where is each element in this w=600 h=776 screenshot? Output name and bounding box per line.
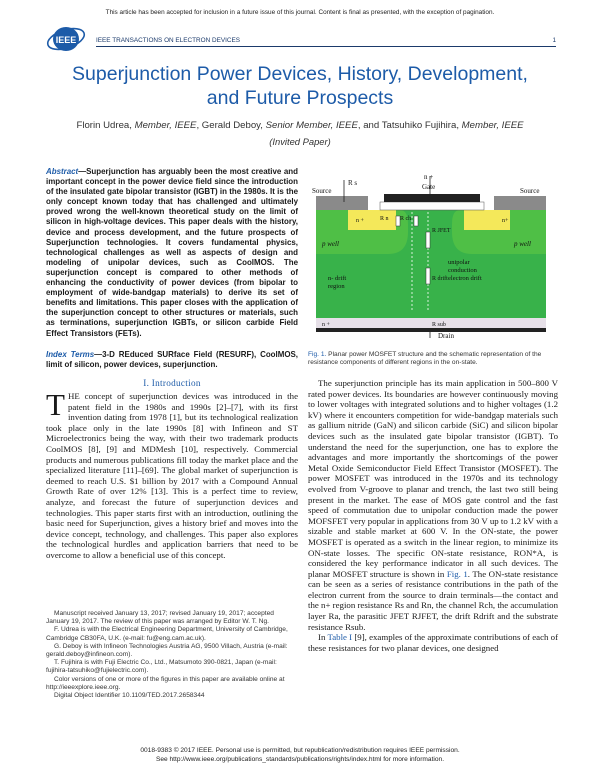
footnote: Color versions of one or more of the figures in this paper are available online at http://ieeexplore.ieee.org. [46,675,285,691]
copyright-notice [0,747,600,764]
paper-title: Superjunction Power Devices, History, Development, and Future Prospects [72,63,528,109]
author-list [30,120,570,131]
footnote: Manuscript received January 13, 2017; revised January 19, 2017; accepted January 19, 2017. The review of this paper was arranged by Editor W. T. Ng. [46,610,274,626]
label-unipolar: unipolar conduction electron drift [448,259,482,282]
drain-metal [316,328,546,332]
abstract-text: —Superjunction has arguably been the most creative and important concept in the power device field since the introduction of the insulated gate bipolar transistor (IGBT) in the 1980s. It is the only concept known today that has challenged and ultimately proved wrong the well-known theoretical study on the limit of silicon in high-voltage devices. This paper deals with the history, device and process development, and the future prospects of Superjunction technologies. It covers fundamental physics, technological challenges as well as aspects of design and modeling of unipolar devices, such as CoolMOS. The superjunction concept is compared to other methods of enhancing the conductivity of power devices (from bipolar to employment of wide-bandgap materials) to derive its set of benefits and limitations. This paper closes with the application of the superjunction concept to other structures or materials, such as terminations, superjunction IGBTs, or silicon carbide Field Effect Transistors (FETs). [46,167,298,338]
label-rsub: R sub [432,322,446,328]
author-2: , Gerald Deboy, [196,120,266,131]
footnote: Digital Object Identifier 10.1109/TED.2017.2658344 [54,692,205,700]
page-number: 1 [552,37,556,44]
mosfet-figure [308,172,554,338]
label-n-plus-top: n + [424,173,434,181]
copyright-line-1: 0018-9383 © 2017 IEEE. Personal use is permitted, but republication/redistribution requires IEEE permission. [140,747,460,754]
author-1: Florin Udrea, [76,120,135,131]
footnotes [46,610,298,700]
footnote: T. Fujihira is with Fuji Electric Co., Ltd., Matsumoto 390-0821, Japan (e-mail: fujihira-tatsuhiko@fujielectric.com). [46,659,277,675]
label-rdrift: R drift [432,276,448,282]
paragraph: The superjunction principle has its main application in 500–800 V rated power devices. Its boundaries are however continuously moving to lower voltages with integrated solutions and to higher voltages (1.2 kV) where it encounters competition for wide-bandgap materials such as gallium nitride (GaN) and silicon carbide (SiC) and silicon bipolar devices such as the insulated gate bipolar transistor (IGBT). To understand the need for the superjunction, one has to explore the advantages and more importantly the shortcomings of the power Metal Oxide Semiconductor Field Effect Transistor (MOSFET). The power MOSFET was introduced in the 1970s and its technology evolved from V-groove to planar and trench, the last two still being present in the market. The ease of MOS gate control and the fast speed of commutation due to unipolar conduction made the power MOFSFET very popular in applications from 30 V up to 1.2 kV with a sizable and stable market at 600 V. In the ON-state, the power MOSFET is operated as a switch in the linear region, to minimize its ON-state losses. The specific ON-state resistance, RON*A, is considered the key performance indicator in all such devices. The planar MOSFET structure is shown in Fig. 1. The ON-state resistance can be seen as a series of resistance contributions in the path of the electron current from the source to drain terminals—the contact and the n+ region resistance Rs and Rn, the channel Rch, the accumulation layer Ra, the parasitic JFET RJFET, the drift Rdrift and the substrate resistance Rsub. [308,378,558,632]
drop-cap: T [46,387,65,422]
header-divider [96,46,556,47]
svg-text:IEEE: IEEE [55,35,77,45]
label-n-plus-sub: n + [322,322,330,328]
author-2-role: Senior Member, IEEE [265,120,358,131]
right-column-text [308,378,558,653]
source-metal-left [316,196,368,210]
label-p-well-left: p well [322,240,339,248]
fig-1-link[interactable]: Fig. 1 [446,568,468,579]
footnote: F. Udrea is with the Electrical Engineering Department, University of Cambridge, Cambridge CB30FA, U.K. (e-mail: fu@eng.cam.ac.uk). [46,626,288,642]
ieee-logo-icon [44,26,88,52]
label-source-right: Source [520,187,540,195]
abstract [46,167,298,339]
label-rjfet: R JFET [432,228,451,234]
author-3-role: Member, IEEE [461,120,524,131]
copyright-line-2: See http://www.ieee.org/publications_standards/publications/rights/index.html for more information. [155,755,445,763]
footnote: G. Deboy is with Infineon Technologies Austria AG, 9500 Villach, Austria (e-mail: gerald.deboy@infineon.com). [46,642,288,659]
introduction-body: HE concept of superjunction devices was introduced in the patent field in the 1980s and 1990s [2]–[7], with its first invention dating from 1978 [1], but its technological realization took place only in the late 1990s [8] with Infineon and ST Microelectronics being the way, with their two trademark products CoolMOS [8], [9] and MDMesh [10], respectively. Commercial products and numerous publications fill today the market place and the specialized literature [11]–[69]. The global market of superjunction is deemed to reach U.S. $1 billion by 2017 with a Compound Annual Growth Rate of over 12% [13]. This is a perfect time to review, analyze, and forecast the future of superjunction devices and technologies. This paper starts first with an introduction, outlining the basic need for Superjunction, gives a history brief and moves into the device concept, technology, and challenges. This paper also explores the technological hurdles and application barriers that need to be overcome to allow a beneficial use of this concept. [46,391,298,560]
acceptance-note: This article has been accepted for inclusion in a future issue of this journal. Content is final as presented, with the exception of pagination. [105,9,495,16]
label-drain: Drain [438,332,454,338]
label-n-drift: n- drift region [328,275,347,290]
label-rch: R ch [400,216,412,222]
figure-caption-label: Fig. 1. [308,351,327,358]
table-1-link[interactable]: Table I [327,632,353,643]
source-metal-right [494,196,546,210]
section-heading: I. Introduction [143,378,201,388]
figure-caption-text: Planar power MOSFET structure and the schematic representation of the resistance components of different regions in the on-state. [308,351,542,367]
label-rn: R n [380,216,389,222]
gate-electrode [384,194,480,202]
label-p-well-right: p well [514,240,531,248]
label-rs: R s [348,179,358,187]
label-source-left: Source [312,187,332,195]
label-n-plus-right: n+ [502,218,509,224]
introduction-text [46,387,298,561]
journal-name: IEEE TRANSACTIONS ON ELECTRON DEVICES [96,37,241,44]
abstract-lead: Abstract [46,167,79,176]
invited-note: (Invited Paper) [269,136,331,147]
gate-oxide [380,202,484,210]
label-gate: Gate [422,183,436,191]
index-terms [46,350,298,370]
figure-caption [308,351,558,367]
paragraph: In Table I [9], examples of the approximate contributions of each of these resistances for two planar devices, one designed [308,632,559,653]
index-terms-lead: Index Terms [46,350,95,359]
label-n-plus-left: n + [356,218,364,224]
author-3: , and Tatsuhiko Fujihira, [357,120,462,131]
author-1-role: Member, IEEE [134,120,197,131]
index-terms-text: —3-D REduced SURface Field (RESURF), CoolMOS, limit of silicon, power devices, superjunction. [46,350,299,370]
